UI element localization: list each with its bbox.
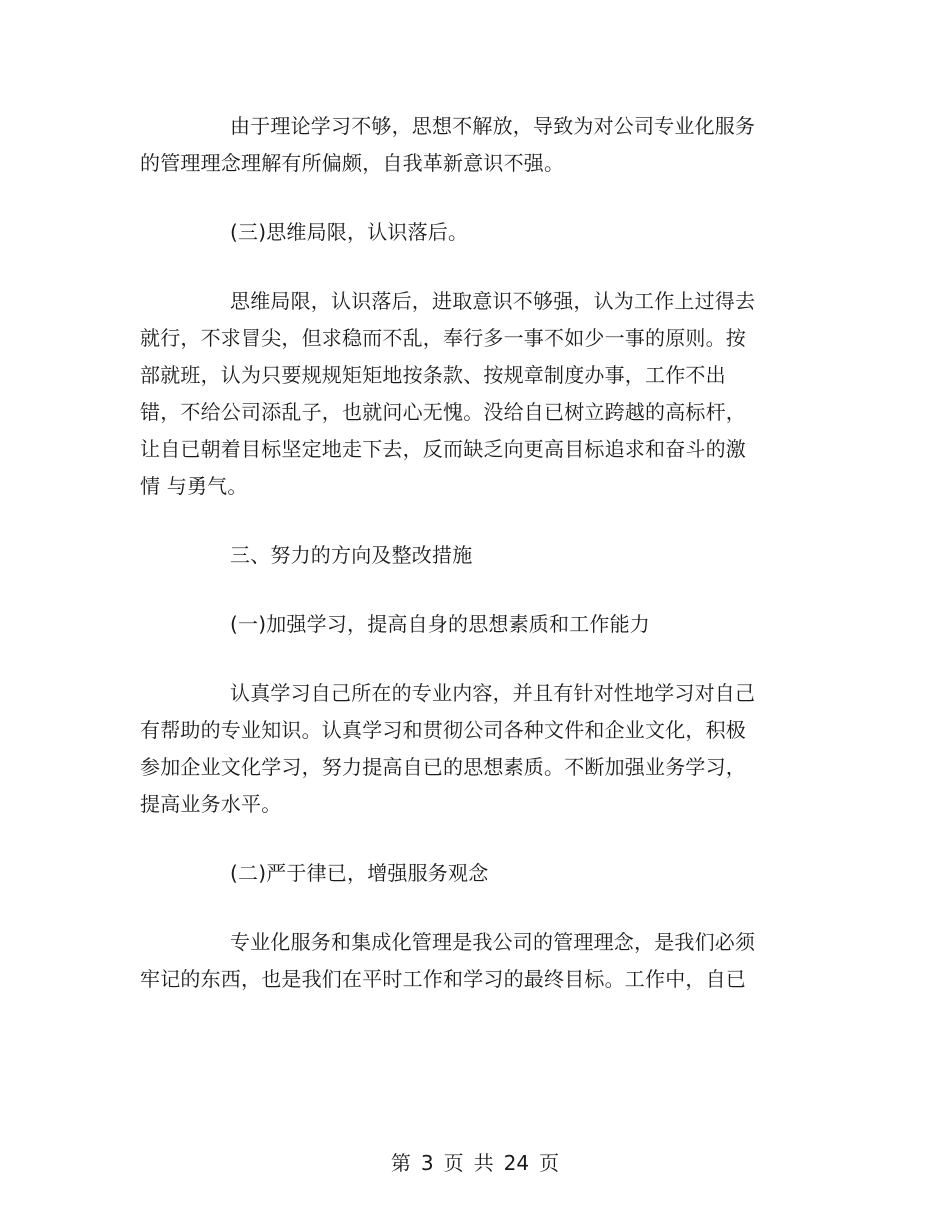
heading-text: (一)加强学习，提高自身的思想素质和工作能力 [230,612,651,636]
heading-text: (三)思维局限，认识落后。 [230,220,469,244]
paragraph-line: 部就班，认为只要规规矩矩地按条款、按规章制度办事，工作不出 [140,363,726,387]
paragraph-line: 思维局限，认识落后，进取意识不够强，认为工作上过得去 [230,289,756,313]
footer-suffix: 页 [539,1151,560,1175]
paragraph-line: 就行，不求冒尖，但求稳而不乱，奉行多一事不如少一事的原则。按 [140,326,746,350]
paragraph-line: 由于理论学习不够，思想不解放，导致为对公司专业化服务 [230,114,756,138]
section-heading [140,537,765,574]
document-body [140,108,765,998]
paragraph [140,675,765,823]
section-heading [140,214,765,251]
section-heading [140,855,765,892]
paragraph [140,283,765,505]
paragraph-line: 有帮助的专业知识。认真学习和贯彻公司各种文件和企业文化，积极 [140,718,746,742]
heading-text: (二)严于律已，增强服务观念 [230,861,489,885]
paragraph-line: 专业化服务和集成化管理是我公司的管理理念，是我们必须 [230,930,756,954]
paragraph-line: 认真学习自己所在的专业内容，并且有针对性地学习对自己 [230,681,756,705]
footer-prefix: 第 [390,1151,411,1175]
paragraph-line: 提高业务水平。 [140,792,282,816]
paragraph [140,924,765,998]
paragraph-line: 参加企业文化学习，努力提高自已的思想素质。不断加强业务学习， [140,755,746,779]
current-page-number: 3 [420,1151,434,1175]
heading-text: 三、努力的方向及整改措施 [230,543,473,567]
footer-page-word: 页 [443,1151,464,1175]
paragraph-line: 错，不给公司添乱子，也就问心无愧。没给自已树立跨越的高标杆， [140,400,746,424]
paragraph-line: 让自已朝着目标坚定地走下去，反而缺乏向更高目标追求和奋斗的激 [140,437,746,461]
footer-total-word: 共 [473,1151,494,1175]
paragraph-line: 的管理理念理解有所偏颇，自我革新意识不强。 [140,151,565,175]
page-footer [0,1148,950,1178]
paragraph-line: 情 与勇气。 [140,474,248,498]
paragraph-line: 牢记的东西，也是我们在平时工作和学习的最终目标。工作中，自已 [140,967,746,991]
total-page-count: 24 [503,1151,530,1175]
section-heading [140,606,765,643]
paragraph [140,108,765,182]
